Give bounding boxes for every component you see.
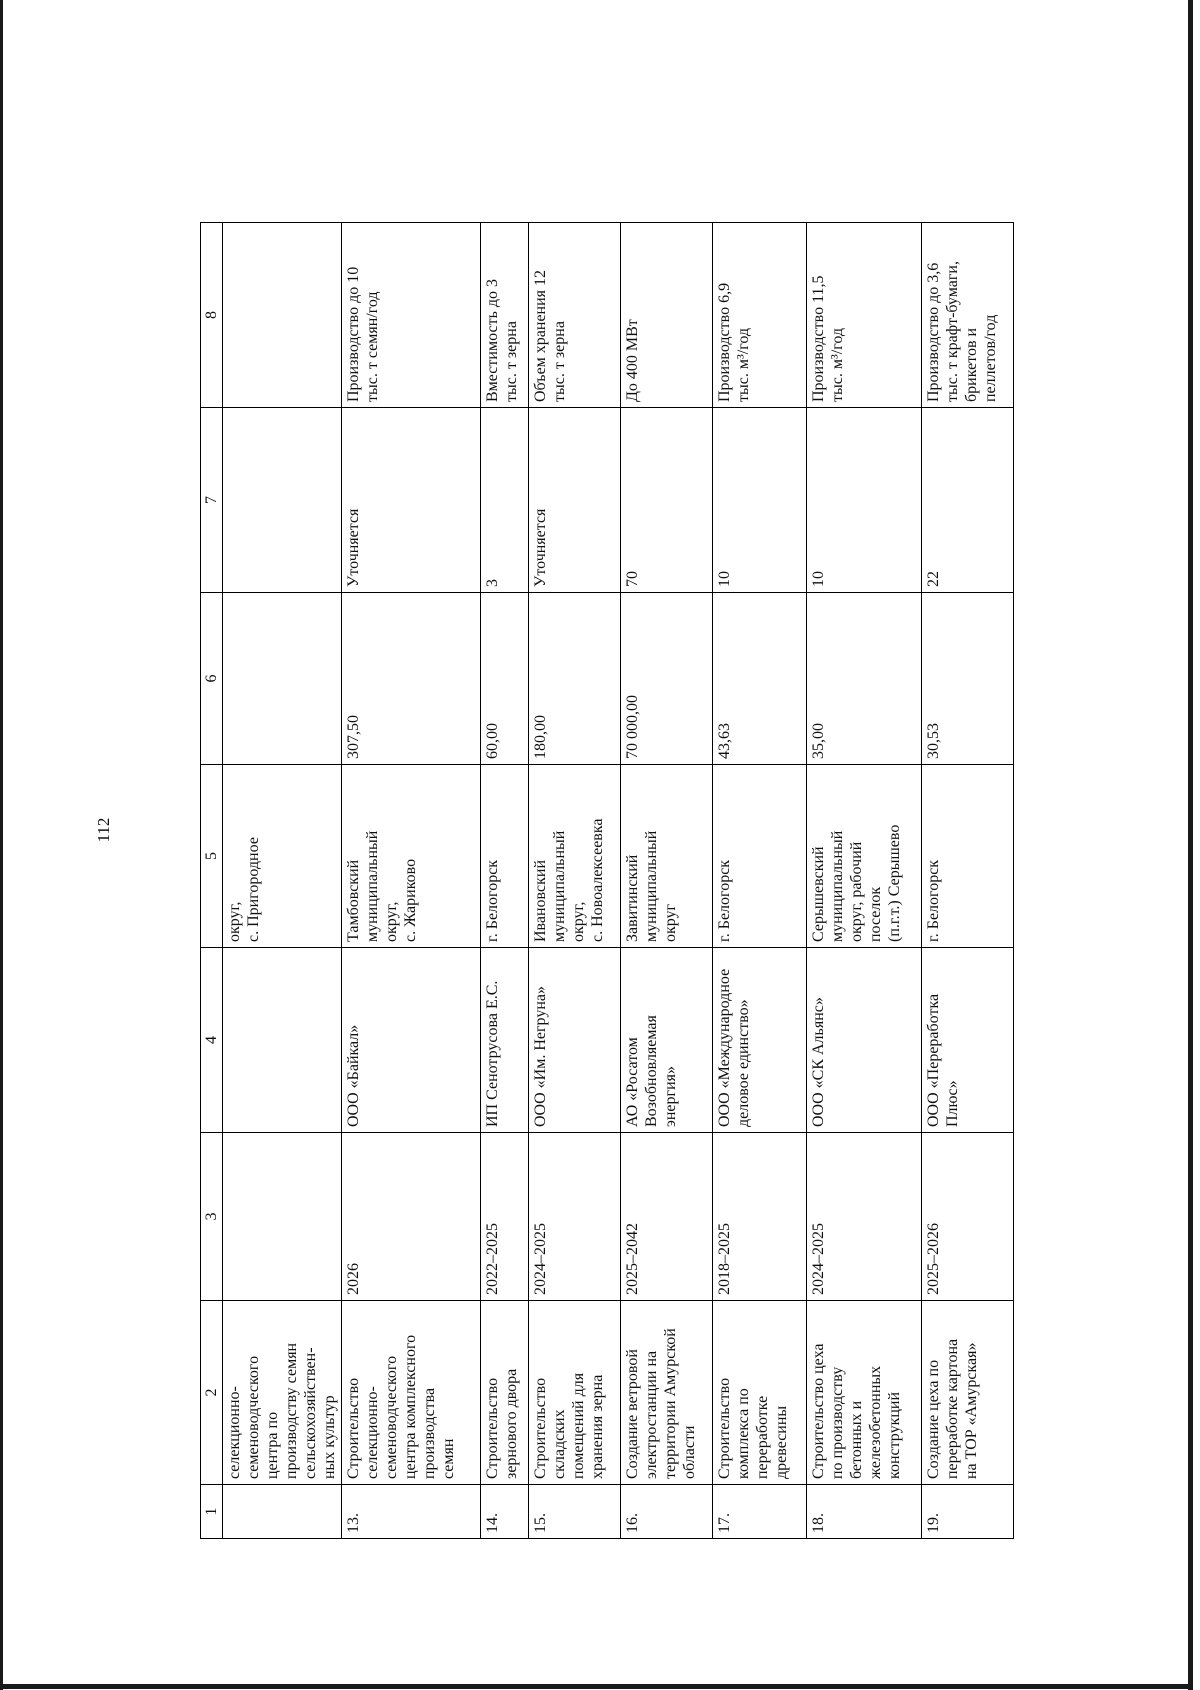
cell-capacity: Вместимость до 3 тыс. т зерна: [481, 223, 529, 408]
cell-location: Тамбовский муниципальный округ, с. Жариково: [342, 765, 481, 948]
cell-period: 2024–2025: [807, 1133, 922, 1301]
cell-cost: 70 000,00: [621, 593, 713, 765]
cell-name: селекционно- семеноводческого центра по производству семян сельскохозяйствен- ных культур: [223, 1301, 342, 1485]
cell-cost: [223, 593, 342, 765]
cell-cost: 35,00: [807, 593, 922, 765]
cell-num: 14.: [481, 1485, 529, 1539]
cell-location: Серышевский муниципальный округ, рабочий поселок (п.г.т.) Серышево: [807, 765, 922, 948]
page-border-bottom: [0, 1684, 1193, 1689]
cell-period: 2022–2025: [481, 1133, 529, 1301]
cell-location: округ, с. Пригородное: [223, 765, 342, 948]
cell-capacity: [223, 223, 342, 408]
cell-jobs: 70: [621, 408, 713, 593]
cell-num: 16.: [621, 1485, 713, 1539]
page-border-right: [1188, 0, 1193, 1690]
cell-num: 19.: [922, 1485, 1014, 1539]
cell-name: Строительство зернового двора: [481, 1301, 529, 1485]
cell-cost: 180,00: [529, 593, 621, 765]
cell-jobs: [223, 408, 342, 593]
cell-location: г. Белогорск: [922, 765, 1014, 948]
column-header: 1: [201, 1485, 223, 1539]
investment-projects-table: [200, 222, 1014, 1539]
table-row: [342, 223, 481, 1539]
column-header: 4: [201, 948, 223, 1133]
rotated-page-content: [84, 20, 1094, 1580]
table-header-row: [201, 223, 223, 1539]
cell-num: 18.: [807, 1485, 922, 1539]
column-header: 5: [201, 765, 223, 948]
cell-investor: ООО «Международное деловое единство»: [713, 948, 807, 1133]
cell-period: 2024–2025: [529, 1133, 621, 1301]
column-header: 7: [201, 408, 223, 593]
cell-name: Создание цеха по переработке картона на ТОР «Амурская»: [922, 1301, 1014, 1485]
cell-jobs: Уточняется: [342, 408, 481, 593]
cell-period: 2025–2042: [621, 1133, 713, 1301]
cell-investor: ООО «Байкал»: [342, 948, 481, 1133]
cell-cost: 60,00: [481, 593, 529, 765]
cell-capacity: Производство до 3,6 тыс. т крафт-бумаги, брикетов и пеллетов/год: [922, 223, 1014, 408]
cell-period: 2026: [342, 1133, 481, 1301]
cell-name: Строительство селекционно- семеноводческого центра комплексного производства семян: [342, 1301, 481, 1485]
cell-investor: ООО «Им. Негруна»: [529, 948, 621, 1133]
cell-location: г. Белогорск: [713, 765, 807, 948]
cell-cost: 307,50: [342, 593, 481, 765]
cell-jobs: Уточняется: [529, 408, 621, 593]
cell-period: [223, 1133, 342, 1301]
cell-jobs: 3: [481, 408, 529, 593]
column-header: 2: [201, 1301, 223, 1485]
cell-name: Создание ветровой электростанции на территории Амурской области: [621, 1301, 713, 1485]
cell-jobs: 22: [922, 408, 1014, 593]
cell-investor: ООО «СК Альянс»: [807, 948, 922, 1133]
cell-period: 2025–2026: [922, 1133, 1014, 1301]
cell-capacity: До 400 МВт: [621, 223, 713, 408]
cell-period: 2018–2025: [713, 1133, 807, 1301]
cell-cost: 43,63: [713, 593, 807, 765]
column-header: 8: [201, 223, 223, 408]
cell-capacity: Производство до 10 тыс. т семян/год: [342, 223, 481, 408]
cell-cost: 30,53: [922, 593, 1014, 765]
cell-investor: АО «Росатом Возобновляемая энергия»: [621, 948, 713, 1133]
cell-jobs: 10: [807, 408, 922, 593]
cell-num: 15.: [529, 1485, 621, 1539]
table-row-continuation: [223, 223, 342, 1539]
table-row: [713, 223, 807, 1539]
cell-capacity: Объем хранения 12 тыс. т зерна: [529, 223, 621, 408]
cell-capacity: Производство 11,5 тыс. м³/год: [807, 223, 922, 408]
cell-location: Ивановский муниципальный округ, с. Новоалексеевка: [529, 765, 621, 948]
cell-location: г. Белогорск: [481, 765, 529, 948]
table-row: [807, 223, 922, 1539]
cell-num: 13.: [342, 1485, 481, 1539]
cell-name: Строительство комплекса по переработке древесины: [713, 1301, 807, 1485]
page-number: 112: [94, 817, 113, 843]
cell-name: Строительство цеха по производству бетонных и железобетонных конструкций: [807, 1301, 922, 1485]
table-row: [621, 223, 713, 1539]
column-header: 6: [201, 593, 223, 765]
cell-jobs: 10: [713, 408, 807, 593]
column-header: 3: [201, 1133, 223, 1301]
cell-investor: [223, 948, 342, 1133]
cell-investor: ИП Сенотрусова Е.С.: [481, 948, 529, 1133]
page-border-left: [0, 0, 3, 1690]
cell-capacity: Производство 6,9 тыс. м³/год: [713, 223, 807, 408]
cell-num: 17.: [713, 1485, 807, 1539]
cell-investor: ООО «Переработка Плюс»: [922, 948, 1014, 1133]
table-row: [529, 223, 621, 1539]
cell-location: Завитинский муниципальный округ: [621, 765, 713, 948]
table-row: [481, 223, 529, 1539]
cell-num: [223, 1485, 342, 1539]
table-row: [922, 223, 1014, 1539]
cell-name: Строительство складских помещений для хранения зерна: [529, 1301, 621, 1485]
